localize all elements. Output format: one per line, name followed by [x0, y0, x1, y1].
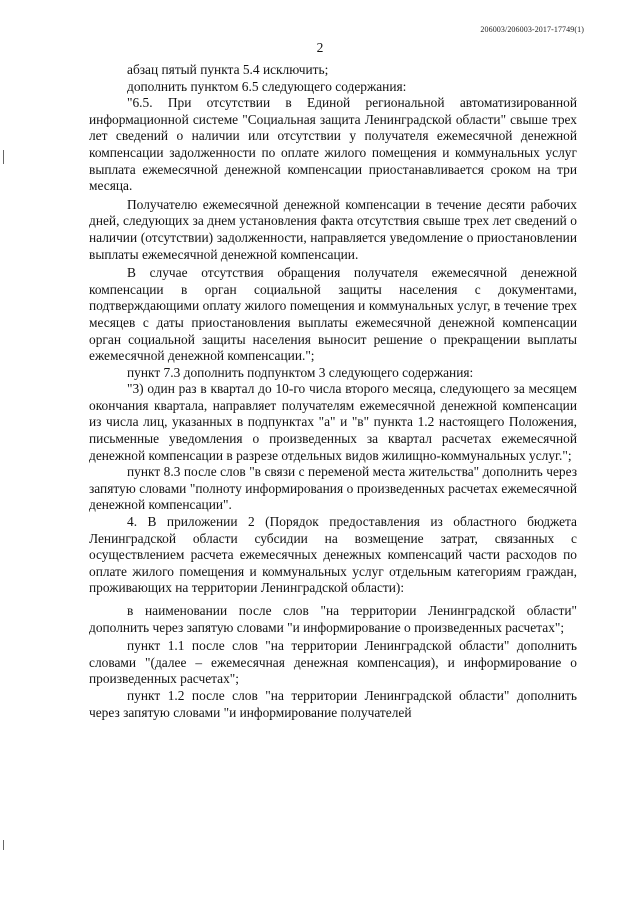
paragraph: дополнить пунктом 6.5 следующего содержания: [127, 78, 407, 94]
paragraph: пункт 1.1 после слов "на территории Ленинградской области" дополнить словами "(далее – ежемесячная денежная компенсация), и информирование о произведенных расчетах"; [89, 638, 577, 687]
paragraph: пункт 8.3 после слов "в связи с переменой места жительства" дополнить через запятую словами "полноту информирования о произведенных расчетах ежемесячной денежной компенсации". [89, 464, 577, 513]
paragraph: в наименовании после слов "на территории Ленинградской области" дополнить через запятую словами "и информирование о произведенных расчетах"; [89, 603, 577, 635]
paragraph: 4. В приложении 2 (Порядок предоставления из областного бюджета Ленинградской области субсидии на возмещение затрат, связанных с осуществлением расчета ежемесячных денежных компенсаций части расходов по оплате жилого помещения и коммунальных услуг отдельным категориям граждан, проживающих на территории Ленинградской области): [89, 514, 577, 596]
paragraph: В случае отсутствия обращения получателя ежемесячной денежной компенсации в орган социальной защиты населения с документами, подтверждающими оплату жилого помещения и коммунальных услуг, в течение трех месяцев с даты приостановления выплаты ежемесячной денежной компенсации орган социальной защиты населения выносит решение о прекращении выплаты ежемесячной денежной компенсации."; [89, 265, 577, 364]
document-body [89, 62, 577, 721]
paragraph: абзац пятый пункта 5.4 исключить; [127, 62, 329, 77]
page-number: 2 [316, 40, 324, 55]
paragraph: пункт 1.2 после слов "на территории Ленинградской области" дополнить через запятую словами "и информирование получателей [89, 687, 577, 720]
scan-edge-mark [3, 150, 4, 164]
paragraph: пункт 7.3 дополнить подпунктом 3 следующего содержания: [127, 364, 474, 380]
paragraph: "3) один раз в квартал до 10-го числа второго месяца, следующего за месяцем окончания квартала, направляет получателям ежемесячной денежной компенсации из числа лиц, указанных в подпунктах "а" и "в" пункта 1.2 настоящего Положения, письменные уведомления о произведенных за квартал расчетах ежемесячной денежной компенсации в разрезе отдельных видов жилищно-коммунальных услуг."; [89, 381, 577, 463]
paragraph: Получателю ежемесячной денежной компенсации в течение десяти рабочих дней, следующих за днем установления факта отсутствия свыше трех лет сведений о наличии (отсутствии) задолженности, направляется уведомление о приостановлении выплаты ежемесячной денежной компенсации. [89, 196, 577, 262]
scan-edge-mark [3, 840, 4, 850]
document-id: 206003/206003-2017-17749(1) [480, 25, 584, 34]
paragraph: "6.5. При отсутствии в Единой региональной автоматизированной информационной системе "Социальная защита Ленинградской области" свыше трех лет сведений о наличии или отсутствии у получателя ежемесячной денежной компенсации задолженности по оплате жилого помещения и коммунальных услуг выплата ежемесячной денежной компенсации приостанавливается сроком на три месяца. [89, 95, 577, 194]
